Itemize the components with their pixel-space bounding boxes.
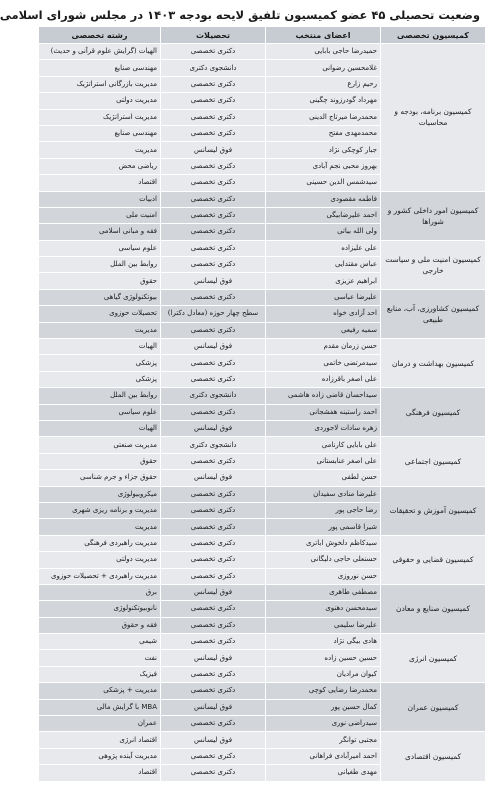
field-cell: روابط بین الملل [39, 388, 161, 404]
table-row [39, 388, 486, 404]
table-row [39, 437, 486, 453]
member-name-cell: حمیدرضا حاجی بابایی [266, 44, 381, 60]
member-name-cell: محمدرضا میرتاج الدینی [266, 109, 381, 125]
degree-cell: دکتری تخصصی [161, 535, 266, 551]
member-name-cell: هادی بیگی نژاد [266, 634, 381, 650]
degree-cell: دکتری تخصصی [161, 634, 266, 650]
committee-cell: کمیسیون امور داخلی کشور و شوراها [381, 191, 486, 240]
member-name-cell: احمد امیرآبادی فراهانی [266, 748, 381, 764]
degree-cell: دکتری تخصصی [161, 519, 266, 535]
field-cell: مدیریت [39, 142, 161, 158]
field-cell: علوم سیاسی [39, 240, 161, 256]
member-name-cell: سیدشمس الدین حسینی [266, 175, 381, 191]
degree-cell: دکتری تخصصی [161, 125, 266, 141]
field-cell: ادبیات [39, 191, 161, 207]
member-name-cell: سیداحسان قاضی زاده هاشمی [266, 388, 381, 404]
degree-cell: دکتری تخصصی [161, 683, 266, 699]
table-header-row [39, 27, 486, 44]
member-name-cell: رحیم زارع [266, 76, 381, 92]
degree-cell: دکتری تخصصی [161, 404, 266, 420]
field-cell: مدیریت راهبردی + تحصیلات حوزوی [39, 568, 161, 584]
field-cell: تحصیلات حوزوی [39, 306, 161, 322]
table-row [39, 683, 486, 699]
degree-cell: دکتری تخصصی [161, 175, 266, 191]
field-cell: الهیات (گرایش علوم قرآنی و حدیث) [39, 44, 161, 60]
degree-cell: دکتری تخصصی [161, 601, 266, 617]
committee-cell: کمیسیون بهداشت و درمان [381, 339, 486, 388]
degree-cell: فوق لیسانس [161, 584, 266, 600]
degree-cell: دکتری تخصصی [161, 322, 266, 338]
field-cell: فیزیک [39, 666, 161, 682]
degree-cell: دانشجوی دکتری [161, 388, 266, 404]
table-row [39, 339, 486, 355]
field-cell: نانوبیوتکنولوژی [39, 601, 161, 617]
member-name-cell: سیدراضی نوری [266, 716, 381, 732]
member-name-cell: مهرداد گودرزوند چگینی [266, 93, 381, 109]
field-cell: علوم سیاسی [39, 404, 161, 420]
member-name-cell: احمد علیرضابیگی [266, 207, 381, 223]
degree-cell: دکتری تخصصی [161, 76, 266, 92]
committee-cell: کمیسیون اجتماعی [381, 437, 486, 486]
header-degree: تحصیلات [161, 27, 266, 44]
degree-cell: دکتری تخصصی [161, 748, 266, 764]
member-name-cell: سیدمحسن دهنوی [266, 601, 381, 617]
member-name-cell: علی بابایی کارنامی [266, 437, 381, 453]
table-row [39, 289, 486, 305]
member-name-cell: احد آزادی خواه [266, 306, 381, 322]
degree-cell: فوق لیسانس [161, 699, 266, 715]
degree-cell: دکتری تخصصی [161, 355, 266, 371]
member-name-cell: زهره سادات لاجوردی [266, 420, 381, 436]
field-cell: فقه و مبانی اسلامی [39, 224, 161, 240]
committee-cell: کمیسیون فرهنگی [381, 388, 486, 437]
field-cell: MBA با گرایش مالی [39, 699, 161, 715]
field-cell: شیمی [39, 634, 161, 650]
member-name-cell: علیرضا سلیمی [266, 617, 381, 633]
degree-cell: فوق لیسانس [161, 420, 266, 436]
member-name-cell: علیرضا عباسی [266, 289, 381, 305]
table-row [39, 634, 486, 650]
table-row [39, 240, 486, 256]
member-name-cell: حسنعلی حاجی دلیگانی [266, 552, 381, 568]
degree-cell: دکتری تخصصی [161, 486, 266, 502]
field-cell: مهندسی صنایع [39, 125, 161, 141]
committee-cell: کمیسیون انرژی [381, 634, 486, 683]
committee-cell: کمیسیون صنایع و معادن [381, 584, 486, 633]
field-cell: مدیریت [39, 322, 161, 338]
degree-cell: دکتری تخصصی [161, 257, 266, 273]
field-cell: مدیریت دولتی [39, 93, 161, 109]
degree-cell: سطح چهار حوزه (معادل دکترا) [161, 306, 266, 322]
member-name-cell: غلامحسین رضوانی [266, 60, 381, 76]
committee-cell: کمیسیون برنامه، بودجه و محاسبات [381, 44, 486, 192]
degree-cell: دکتری تخصصی [161, 109, 266, 125]
field-cell: عمران [39, 716, 161, 732]
degree-cell: دکتری تخصصی [161, 765, 266, 781]
degree-cell: فوق لیسانس [161, 650, 266, 666]
header-member: اعضای منتخب [266, 27, 381, 44]
field-cell: حقوق جزاء و جرم شناسی [39, 470, 161, 486]
member-name-cell: بهروز محبی نجم آبادی [266, 158, 381, 174]
degree-cell: دکتری تخصصی [161, 716, 266, 732]
member-name-cell: حسن زرمان مقدم [266, 339, 381, 355]
member-name-cell: عباس مقتدایی [266, 257, 381, 273]
member-name-cell: علی اصغر باقرزاده [266, 371, 381, 387]
member-name-cell: مهدی طغیانی [266, 765, 381, 781]
field-cell: پزشکی [39, 371, 161, 387]
degree-cell: دکتری تخصصی [161, 207, 266, 223]
degree-cell: دکتری تخصصی [161, 44, 266, 60]
member-name-cell: مصطفی طاهری [266, 584, 381, 600]
field-cell: الهیات [39, 420, 161, 436]
degree-cell: دکتری تخصصی [161, 158, 266, 174]
field-cell: مدیریت بازرگانی استراتژیک [39, 76, 161, 92]
page-title: وضعیت تحصیلی ۴۵ عضو کمیسیون تلفیق لایحه بودجه ۱۴۰۳ در مجلس شورای اسلامی [0, 8, 480, 22]
member-name-cell: سیدکاظم دلخوش اباتری [266, 535, 381, 551]
member-name-cell: ولی الله بیاتی [266, 224, 381, 240]
table-row [39, 44, 486, 60]
degree-cell: فوق لیسانس [161, 470, 266, 486]
field-cell: مهندسی صنایع [39, 60, 161, 76]
committee-cell: کمیسیون امنیت ملی و سیاست خارجی [381, 240, 486, 289]
committee-cell: کمیسیون کشاورزی، آب، منابع طبیعی [381, 289, 486, 338]
degree-cell: دکتری تخصصی [161, 666, 266, 682]
degree-cell: دکتری تخصصی [161, 552, 266, 568]
table-row [39, 732, 486, 748]
field-cell: فقه و حقوق [39, 617, 161, 633]
member-name-cell: محمدرضا رضایی کوچی [266, 683, 381, 699]
degree-cell: دکتری تخصصی [161, 568, 266, 584]
degree-cell: دکتری تخصصی [161, 93, 266, 109]
field-cell: ریاضی محض [39, 158, 161, 174]
field-cell: اقتصاد انرژی [39, 732, 161, 748]
field-cell: بیوتکنولوژی گیاهی [39, 289, 161, 305]
member-name-cell: علی اصغر عنابستانی [266, 453, 381, 469]
field-cell: امنیت ملی [39, 207, 161, 223]
header-field: رشته تخصصی [39, 27, 161, 44]
field-cell: مدیریت دولتی [39, 552, 161, 568]
degree-cell: فوق لیسانس [161, 142, 266, 158]
degree-cell: دکتری تخصصی [161, 453, 266, 469]
member-name-cell: کمال حسین پور [266, 699, 381, 715]
table-row [39, 191, 486, 207]
field-cell: مدیریت آینده پژوهی [39, 748, 161, 764]
field-cell: حقوق [39, 453, 161, 469]
member-name-cell: جبار کوچکی نژاد [266, 142, 381, 158]
member-name-cell: سیدمرتضی خاتمی [266, 355, 381, 371]
table-row [39, 486, 486, 502]
member-name-cell: احمد راستینه هفشجانی [266, 404, 381, 420]
committee-cell: کمیسیون آموزش و تحقیقات [381, 486, 486, 535]
degree-cell: دکتری تخصصی [161, 289, 266, 305]
degree-cell: دکتری تخصصی [161, 371, 266, 387]
field-cell: پزشکی [39, 355, 161, 371]
member-name-cell: شیرا قاسمی پور [266, 519, 381, 535]
field-cell: میکروبیولوژی [39, 486, 161, 502]
degree-cell: فوق لیسانس [161, 273, 266, 289]
member-name-cell: رضا حاجی پور [266, 502, 381, 518]
table-body [39, 44, 486, 782]
field-cell: مدیریت و برنامه ریزی شهری [39, 502, 161, 518]
degree-cell: دکتری تخصصی [161, 240, 266, 256]
committee-cell: کمیسیون عمران [381, 683, 486, 732]
committee-cell: کمیسیون قضایی و حقوقی [381, 535, 486, 584]
member-name-cell: حسین حسین زاده [266, 650, 381, 666]
degree-cell: دانشجوی دکتری [161, 437, 266, 453]
field-cell: اقتصاد [39, 175, 161, 191]
degree-cell: دکتری تخصصی [161, 224, 266, 240]
degree-cell: دکتری تخصصی [161, 502, 266, 518]
field-cell: برق [39, 584, 161, 600]
field-cell: روابط بین الملل [39, 257, 161, 273]
field-cell: الهیات [39, 339, 161, 355]
degree-cell: دکتری تخصصی [161, 617, 266, 633]
field-cell: اقتصاد [39, 765, 161, 781]
field-cell: حقوق [39, 273, 161, 289]
degree-cell: فوق لیسانس [161, 339, 266, 355]
table-row [39, 584, 486, 600]
member-name-cell: علی علیزاده [266, 240, 381, 256]
member-name-cell: سمیه رفیعی [266, 322, 381, 338]
member-name-cell: حسن نوروزی [266, 568, 381, 584]
table-row [39, 535, 486, 551]
member-name-cell: فاطمه مقصودی [266, 191, 381, 207]
members-table [38, 26, 486, 782]
member-name-cell: مجتبی توانگر [266, 732, 381, 748]
header-committee: کمیسیون تخصصی [381, 27, 486, 44]
member-name-cell: کیوان مرادیان [266, 666, 381, 682]
field-cell: مدیریت + پزشکی [39, 683, 161, 699]
degree-cell: دانشجوی دکتری [161, 60, 266, 76]
member-name-cell: ابراهیم عزیزی [266, 273, 381, 289]
degree-cell: دکتری تخصصی [161, 191, 266, 207]
field-cell: مدیریت راهبردی فرهنگی [39, 535, 161, 551]
member-name-cell: محمدمهدی مفتح [266, 125, 381, 141]
member-name-cell: علیرضا منادی سفیدان [266, 486, 381, 502]
field-cell: مدیریت صنعتی [39, 437, 161, 453]
committee-cell: کمیسیون اقتصادی [381, 732, 486, 781]
field-cell: مدیریت استراتژیک [39, 109, 161, 125]
field-cell: مدیریت [39, 519, 161, 535]
field-cell: نفت [39, 650, 161, 666]
degree-cell: فوق لیسانس [161, 732, 266, 748]
member-name-cell: حسن لطفی [266, 470, 381, 486]
